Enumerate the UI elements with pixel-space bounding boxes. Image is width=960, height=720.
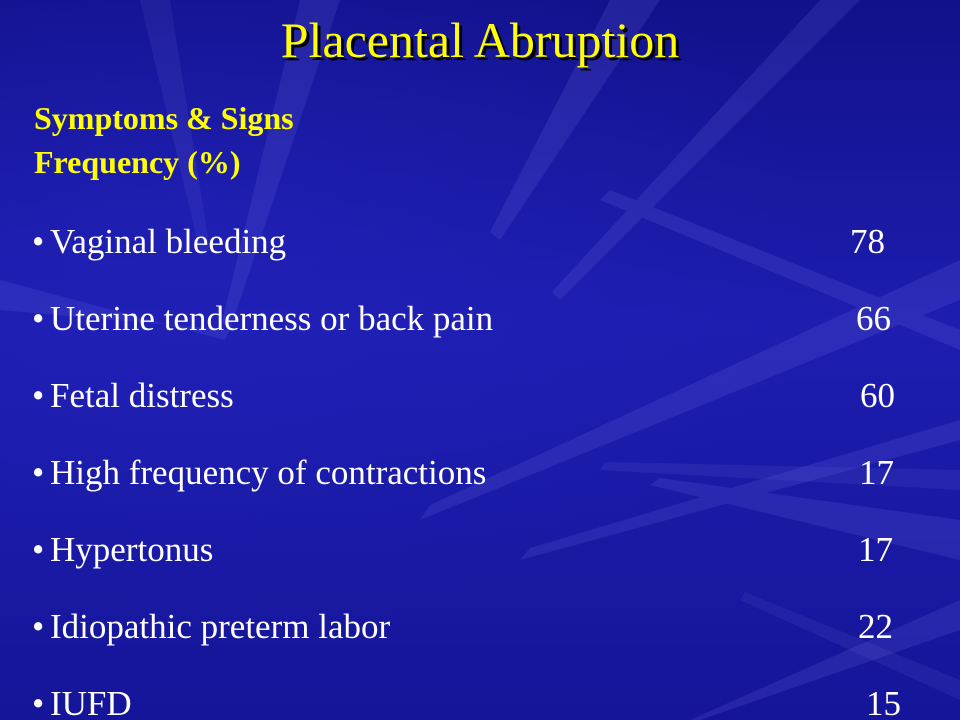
frequency-value: 17 (858, 530, 893, 569)
list-item (32, 295, 922, 372)
table-heading (34, 96, 294, 184)
bullet: • (32, 376, 45, 415)
bullet: • (32, 607, 45, 646)
bullet: • (32, 299, 45, 338)
list-item (32, 449, 922, 526)
symptom-label: IUFD (50, 684, 132, 720)
heading-symptoms-signs: Symptoms & Signs (34, 100, 294, 136)
frequency-value: 15 (866, 684, 901, 720)
symptom-label: Fetal distress (50, 376, 234, 415)
symptom-label: Idiopathic preterm labor (50, 607, 391, 646)
frequency-value: 17 (859, 453, 894, 492)
symptom-label: Vaginal bleeding (50, 222, 287, 261)
bullet: • (32, 684, 45, 720)
symptom-label: Hypertonus (50, 530, 214, 569)
list-item (32, 680, 922, 720)
symptom-list (32, 218, 922, 720)
bullet: • (32, 222, 45, 261)
list-item (32, 218, 922, 295)
list-item (32, 526, 922, 603)
frequency-value: 22 (858, 607, 893, 646)
bullet: • (32, 453, 45, 492)
list-item (32, 372, 922, 449)
slide-title: Placental Abruption (280, 12, 680, 68)
bullet: • (32, 530, 45, 569)
frequency-value: 66 (856, 299, 891, 338)
frequency-value: 78 (850, 222, 885, 261)
heading-frequency: Frequency (%) (34, 144, 241, 180)
symptom-label: High frequency of contractions (50, 453, 487, 492)
frequency-value: 60 (860, 376, 895, 415)
symptom-label: Uterine tenderness or back pain (50, 299, 494, 338)
list-item (32, 603, 922, 680)
